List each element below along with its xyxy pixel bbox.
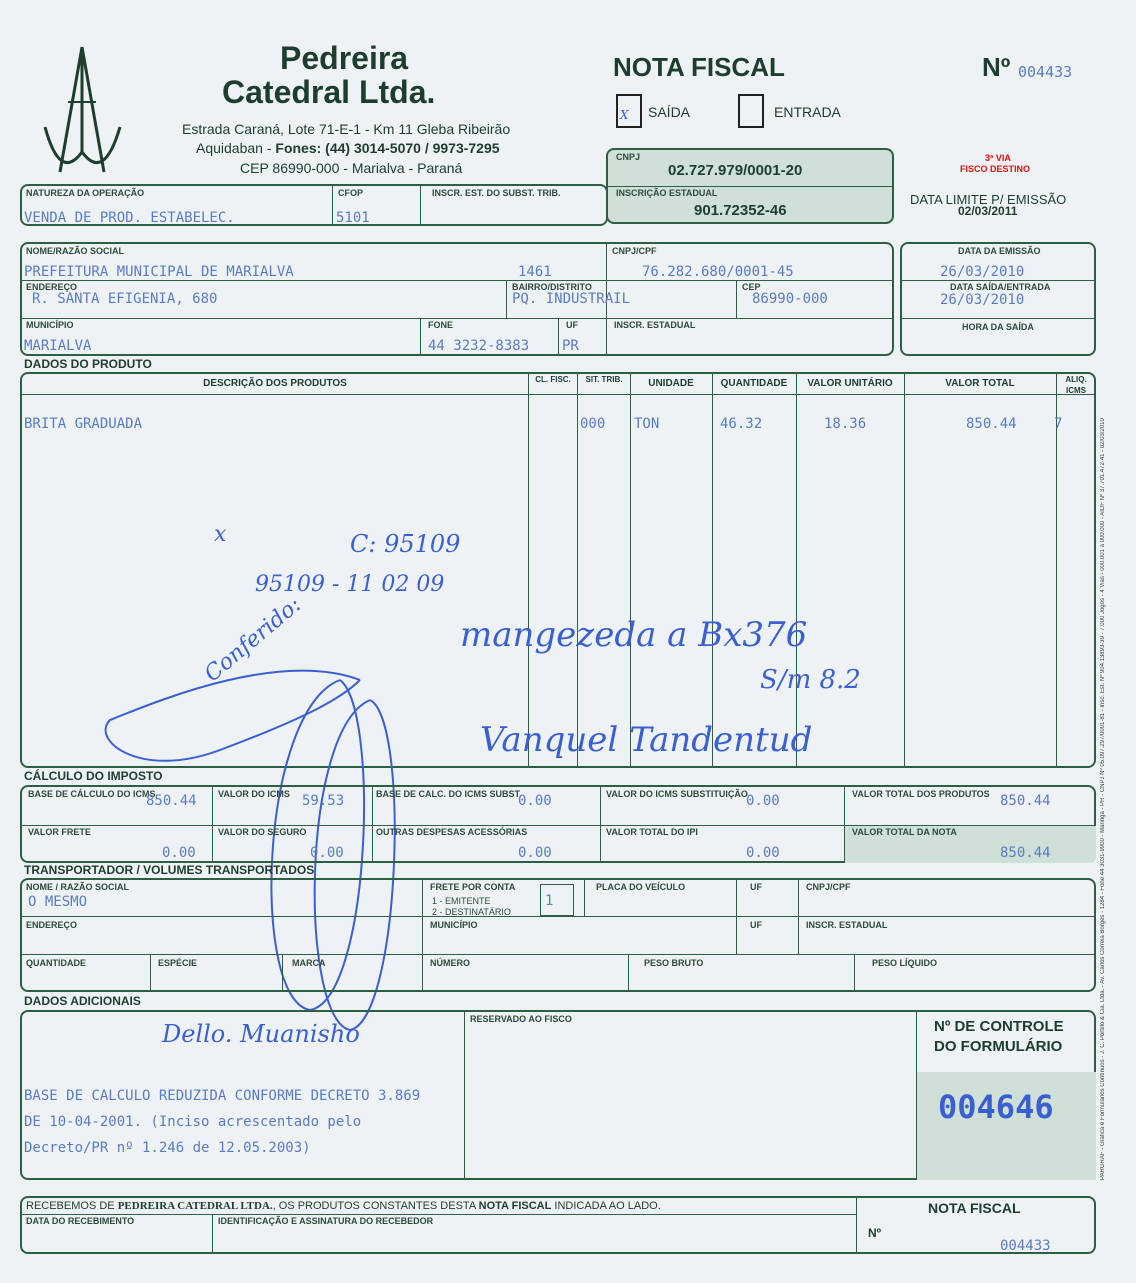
company-name-line2: Catedral Ltda. xyxy=(222,74,436,110)
recipient-bairro: PQ. INDUSTRAIL xyxy=(512,291,631,307)
cfop-value: 5101 xyxy=(336,210,370,226)
receipt-number: 004433 xyxy=(1000,1238,1051,1254)
additional-section-title: DADOS ADICIONAIS xyxy=(24,994,141,1008)
additional-line2: DE 10-04-2001. (Inciso acrescentado pelo xyxy=(24,1114,362,1130)
additional-box: Dello. Muanisho BASE DE CALCULO REDUZIDA CONFORME DECRETO 3.869 DE 10-04-2001. (Inciso acrescentado pelo Decreto/PR nº 1.246 de 12.05.2003) RESERVADO AO FISCO Nº DE CONTROLE DO FORMULÁRIO 004646 xyxy=(20,1010,1096,1180)
product-unit: TON xyxy=(634,416,660,432)
emitter-ids-box: CNPJ 02.727.979/0001-20 INSCRIÇÃO ESTADUAL 901.72352-46 xyxy=(606,148,894,224)
tax-insurance: 0.00 xyxy=(310,845,344,861)
handwritten-cross: x xyxy=(214,522,227,547)
product-sit: 000 xyxy=(580,416,606,432)
recipient-cnpj: 76.282.680/0001-45 xyxy=(642,264,794,280)
entrada-label: ENTRADA xyxy=(774,104,841,120)
receipt-nf-title: NOTA FISCAL xyxy=(928,1200,1021,1216)
via-dest: FISCO DESTINO xyxy=(960,164,1031,174)
company-address: Estrada Caraná, Lote 71-E-1 - Km 11 Gleba Ribeirão xyxy=(182,121,511,137)
control-number: 004646 xyxy=(938,1088,1054,1126)
recipient-city: MARIALVA xyxy=(24,338,92,354)
tax-products-total: 850.44 xyxy=(1000,793,1051,809)
saida-checkbox[interactable]: X xyxy=(616,94,642,128)
recipient-phone: 44 3232-8383 xyxy=(428,338,530,354)
transport-section-title: TRANSPORTADOR / VOLUMES TRANSPORTADOS xyxy=(24,863,315,877)
limit-label: DATA LIMITE P/ EMISSÃO xyxy=(910,192,1067,207)
handwritten-note2: S/m 8.2 xyxy=(760,665,861,695)
handwritten-note-additional: Dello. Muanisho xyxy=(162,1020,360,1048)
product-description: BRITA GRADUADA xyxy=(24,416,143,432)
product-total: 850.44 xyxy=(966,416,1017,432)
recipient-box: NOME/RAZÃO SOCIAL PREFEITURA MUNICIPAL DE MARIALVA 1461 CNPJ/CPF 76.282.680/0001-45 ENDEREÇO R. SANTA EFIGENIA, 680 BAIRRO/DISTRITO PQ. INDUSTRAIL CEP 86990-000 MUNICÍPIO MARIALVA FONE 44 3232-8383 UF PR INSCR. ESTADUAL xyxy=(20,242,894,356)
entrada-checkbox[interactable] xyxy=(738,94,764,128)
products-section-title: DADOS DO PRODUTO xyxy=(24,357,152,371)
saida-label: SAÍDA xyxy=(648,104,691,120)
tax-note-total: 850.44 xyxy=(1000,845,1051,861)
handwritten-code1: C: 95109 xyxy=(350,530,461,558)
freight-code-box[interactable]: 1 xyxy=(540,884,574,916)
tax-section-title: CÁLCULO DO IMPOSTO xyxy=(24,769,163,783)
doc-number-label: Nº xyxy=(982,52,1011,82)
product-unit-price: 18.36 xyxy=(824,416,867,432)
tax-icms: 59.53 xyxy=(302,793,345,809)
tax-freight: 0.00 xyxy=(162,845,196,861)
transport-box: NOME / RAZÃO SOCIAL O MESMO FRETE POR CONTA 1 - EMITENTE 2 - DESTINATÁRIO 1 PLACA DO VEÍCULO UF CNPJ/CPF ENDEREÇO MUNICÍPIO UF INSCR. ESTADUAL QUANTIDADE ESPÉCIE MARCA NÚMERO PESO BRUTO PESO LÍQUIDO xyxy=(20,878,1096,992)
company-phones: Aquidaban - Fones: (44) 3014-5070 / 9973-7295 xyxy=(196,140,500,156)
handwritten-code2: 95109 - 11 02 09 xyxy=(255,572,445,597)
receipt-text: RECEBEMOS DE PEDREIRA CATEDRAL LTDA., OS PRODUTOS CONSTANTES DESTA NOTA FISCAL INDICADA AO LADO. xyxy=(26,1200,661,1212)
handwritten-note1: mangezeda a Bx376 xyxy=(460,615,808,655)
control-label1: Nº DE CONTROLE xyxy=(934,1018,1064,1035)
tax-icms-subst: 0.00 xyxy=(746,793,780,809)
tax-other: 0.00 xyxy=(518,845,552,861)
recipient-cep: 86990-000 xyxy=(752,291,828,307)
doc-title: NOTA FISCAL xyxy=(613,52,785,82)
emitter-cnpj: 02.727.979/0001-20 xyxy=(668,162,803,179)
operation-nature: VENDA DE PROD. ESTABELEC. xyxy=(24,210,235,226)
tax-base: 850.44 xyxy=(146,793,197,809)
via-label: 3ª VIA xyxy=(985,153,1011,163)
product-qty: 46.32 xyxy=(720,416,763,432)
emitter-ie: 901.72352-46 xyxy=(694,202,787,219)
receipt-box: RECEBEMOS DE PEDREIRA CATEDRAL LTDA., OS PRODUTOS CONSTANTES DESTA NOTA FISCAL INDICADA AO LADO. DATA DO RECEBIMENTO IDENTIFICAÇÃO E ASSINATURA DO RECEBEDOR NOTA FISCAL Nº 004433 xyxy=(20,1196,1096,1254)
transport-name: O MESMO xyxy=(28,894,88,910)
tax-box: BASE DE CÁLCULO DO ICMS 850.44 VALOR DO ICMS 59.53 BASE DE CALC. DO ICMS SUBST. 0.00 VALOR DO ICMS SUBSTITUIÇÃO 0.00 VALOR TOTAL DOS PRODUTOS 850.44 VALOR FRETE 0.00 VALOR DO SEGURO 0.00 OUTRAS DESPESAS ACESSÓRIAS 0.00 VALOR TOTAL DO IPI 0.00 VALOR TOTAL DA NOTA 850.44 xyxy=(20,785,1096,863)
recipient-uf: PR xyxy=(562,338,579,354)
handwritten-signature: Vanquel Tandentud xyxy=(480,720,813,760)
additional-line1: BASE DE CALCULO REDUZIDA CONFORME DECRETO 3.869 xyxy=(24,1088,421,1104)
exit-date: 26/03/2010 xyxy=(940,292,1025,308)
recipient-name: PREFEITURA MUNICIPAL DE MARIALVA xyxy=(24,264,294,280)
operation-box: NATUREZA DA OPERAÇÃO VENDA DE PROD. ESTABELEC. CFOP 5101 INSCR. EST. DO SUBST. TRIB. xyxy=(20,184,608,226)
emission-date: 26/03/2010 xyxy=(940,264,1025,280)
company-cep: CEP 86990-000 - Marialva - Paraná xyxy=(240,160,463,176)
dates-box: DATA DA EMISSÃO 26/03/2010 DATA SAÍDA/ENTRADA 26/03/2010 HORA DA SAÍDA xyxy=(900,242,1096,356)
tax-ipi: 0.00 xyxy=(746,845,780,861)
handwritten-conferido: Conferido: xyxy=(200,592,307,688)
products-table: DESCRIÇÃO DOS PRODUTOS CL. FISC. SIT. TRIB. UNIDADE QUANTIDADE VALOR UNITÁRIO VALOR TOTAL ALIQ. ICMS BRITA GRADUADA 000 TON 46.32 18.36 850.44 7 xyxy=(20,372,1096,768)
control-label2: DO FORMULÁRIO xyxy=(934,1038,1063,1055)
logo-icon xyxy=(40,42,125,182)
limit-date: 02/03/2011 xyxy=(958,204,1018,218)
doc-number: 004433 xyxy=(1018,63,1073,81)
additional-line3: Decreto/PR nº 1.246 de 12.05.2003) xyxy=(24,1140,311,1156)
product-icms-rate: 7 xyxy=(1054,416,1063,432)
tax-base-subst: 0.00 xyxy=(518,793,552,809)
recipient-code: 1461 xyxy=(518,264,552,280)
printer-side-text: PARGRAF - Gráfica e Formulários Contínuos - J. C. Portillo & Cia. Ltda. - Av. Carlos Correia Borges - 1284 - Fone 44 3031-9900 - Maringá - PR - CNPJ Nº 05.097.297/0001-81 - Insc. Est. Nº 904.13893-39 - 7.000 Jogos - 4 Vias - 000.001 a 000.000 - AIDF Nº 37.701.472-41 - 02/03/2010 xyxy=(1100,418,1106,1180)
company-name-line1: Pedreira xyxy=(280,40,409,76)
recipient-address: R. SANTA EFIGENIA, 680 xyxy=(32,291,218,307)
